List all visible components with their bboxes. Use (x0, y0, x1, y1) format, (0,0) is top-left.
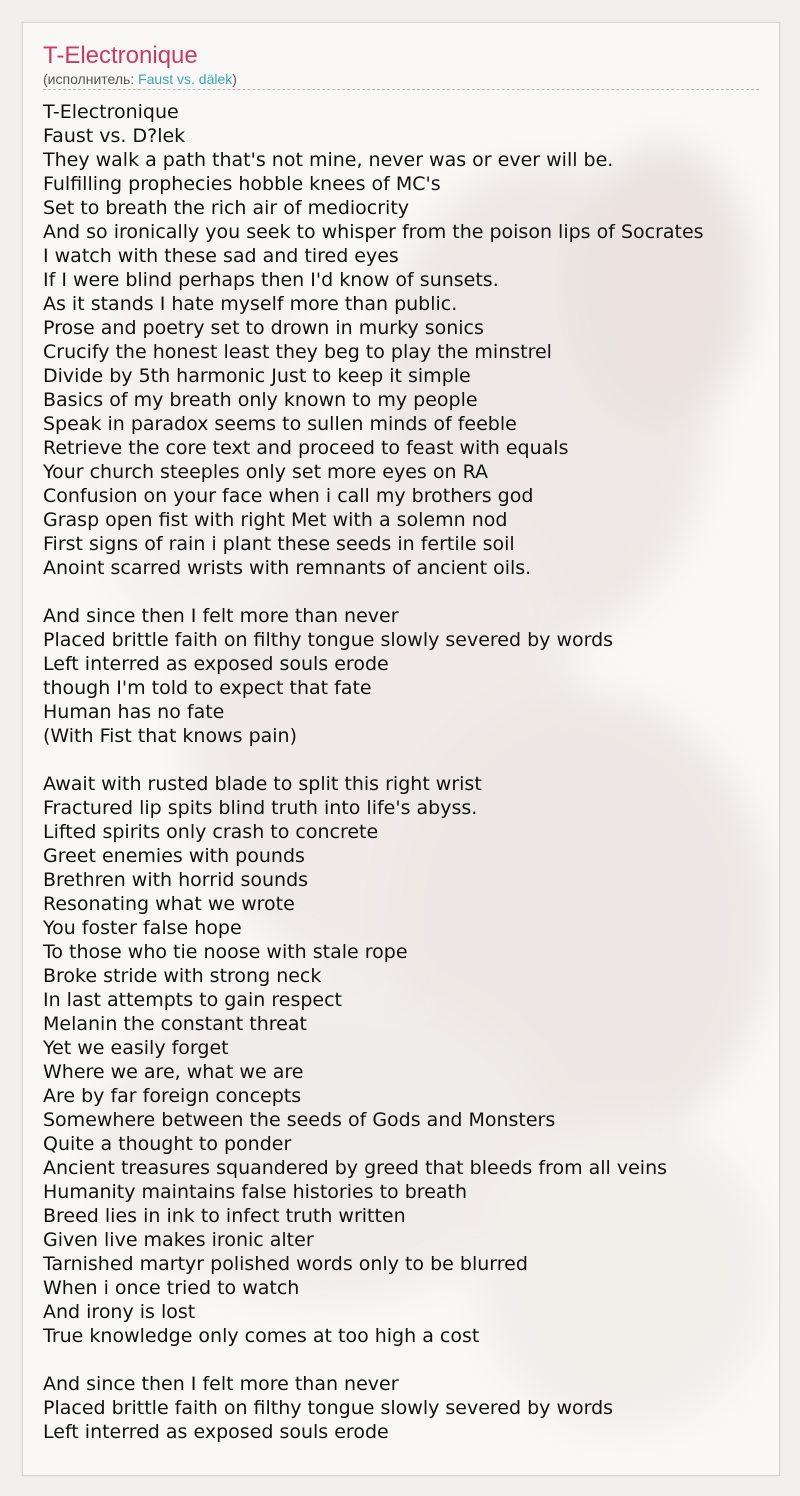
lyric-line: And since then I felt more than never (43, 1373, 399, 1395)
lyrics-text (43, 100, 763, 1444)
lyric-line: Crucify the honest least they beg to play the minstrel (43, 341, 552, 363)
artist-line (43, 71, 759, 90)
lyric-line: Tarnished martyr polished words only to be blurred (43, 1253, 528, 1275)
song-title: T-Electronique (43, 42, 198, 69)
lyric-line: Basics of my breath only known to my people (43, 389, 478, 411)
lyric-line: T-Electronique (43, 101, 179, 123)
lyric-line: If I were blind perhaps then I'd know of sunsets. (43, 269, 499, 291)
lyric-line: Placed brittle faith on filthy tongue slowly severed by words (43, 1397, 614, 1419)
lyric-line: Resonating what we wrote (43, 893, 295, 915)
lyric-line (43, 580, 763, 604)
lyric-line: Prose and poetry set to drown in murky sonics (43, 317, 484, 339)
lyric-line: You foster false hope (43, 917, 242, 939)
lyric-line: Your church steeples only set more eyes on RA (43, 461, 489, 483)
lyric-line: though I'm told to expect that fate (43, 677, 372, 699)
lyric-line: (With Fist that knows pain) (43, 725, 298, 747)
lyrics-card (22, 22, 780, 1476)
lyric-line: Await with rusted blade to split this right wrist (43, 773, 482, 795)
lyric-line (43, 748, 763, 772)
lyric-line: Anoint scarred wrists with remnants of ancient oils. (43, 557, 532, 579)
lyric-line: Somewhere between the seeds of Gods and Monsters (43, 1109, 556, 1131)
lyric-line: Breed lies in ink to infect truth written (43, 1205, 406, 1227)
lyric-line (43, 1348, 763, 1372)
lyric-line: To those who tie noose with stale rope (43, 941, 408, 963)
lyric-line: Left interred as exposed souls erode (43, 653, 389, 675)
lyric-line: As it stands I hate myself more than public. (43, 293, 458, 315)
artist-link[interactable]: Faust vs. dälek (138, 71, 233, 87)
lyric-line: Lifted spirits only crash to concrete (43, 821, 379, 843)
lyric-line: Where we are, what we are (43, 1061, 304, 1083)
lyric-line: Left interred as exposed souls erode (43, 1421, 389, 1443)
lyric-line: Grasp open fist with right Met with a solemn nod (43, 509, 508, 531)
lyric-line: Faust vs. D?lek (43, 125, 186, 147)
lyric-line: True knowledge only comes at too high a cost (43, 1325, 480, 1347)
artist-prefix: (исполнитель: (43, 71, 139, 87)
lyric-line: They walk a path that's not mine, never was or ever will be. (43, 149, 614, 171)
lyric-line: Fulfilling prophecies hobble knees of MC's (43, 173, 441, 195)
lyric-line: And since then I felt more than never (43, 605, 399, 627)
lyric-line: Retrieve the core text and proceed to feast with equals (43, 437, 569, 459)
lyric-line: First signs of rain i plant these seeds in fertile soil (43, 533, 515, 555)
lyric-line: When i once tried to watch (43, 1277, 300, 1299)
lyric-line: Set to breath the rich air of mediocrity (43, 197, 410, 219)
lyric-line: Given live makes ironic alter (43, 1229, 314, 1251)
lyric-line: Greet enemies with pounds (43, 845, 305, 867)
lyric-line: Melanin the constant threat (43, 1013, 307, 1035)
lyric-line: Quite a thought to ponder (43, 1133, 292, 1155)
lyric-line: In last attempts to gain respect (43, 989, 342, 1011)
lyric-line: Speak in paradox seems to sullen minds of feeble (43, 413, 517, 435)
lyric-line: Yet we easily forget (43, 1037, 229, 1059)
lyric-line: Broke stride with strong neck (43, 965, 322, 987)
lyric-line: Humanity maintains false histories to breath (43, 1181, 468, 1203)
lyrics-content (43, 41, 763, 1444)
lyric-line: Fractured lip spits blind truth into life's abyss. (43, 797, 478, 819)
lyric-line: Human has no fate (43, 701, 225, 723)
artist-suffix: ) (232, 71, 237, 87)
lyric-line: Placed brittle faith on filthy tongue slowly severed by words (43, 629, 614, 651)
lyric-line: And so ironically you seek to whisper from the poison lips of Socrates (43, 221, 704, 243)
lyric-line: Divide by 5th harmonic Just to keep it simple (43, 365, 471, 387)
lyric-line: Are by far foreign concepts (43, 1085, 302, 1107)
lyric-line: And irony is lost (43, 1301, 196, 1323)
lyric-line: Brethren with horrid sounds (43, 869, 309, 891)
lyric-line: Confusion on your face when i call my brothers god (43, 485, 534, 507)
lyric-line: I watch with these sad and tired eyes (43, 245, 399, 267)
lyric-line: Ancient treasures squandered by greed that bleeds from all veins (43, 1157, 668, 1179)
